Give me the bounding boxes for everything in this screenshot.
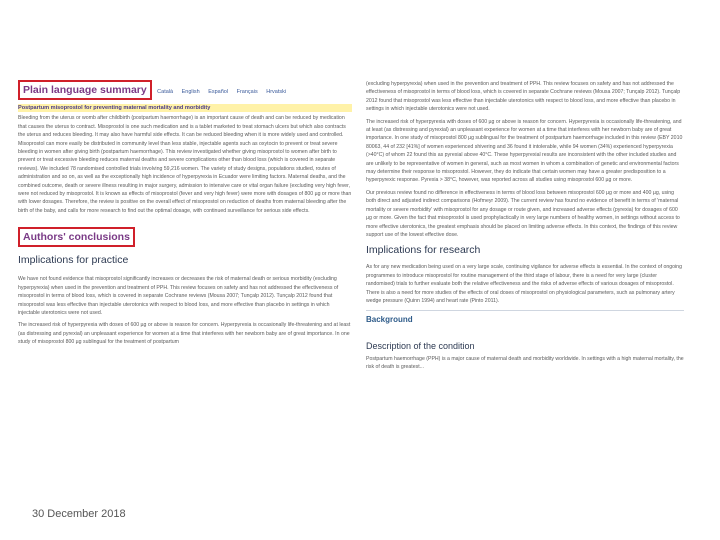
pls-title: Plain language summary xyxy=(23,84,147,96)
language-links xyxy=(157,89,293,95)
authors-title-box xyxy=(18,227,135,247)
authors-header xyxy=(18,227,352,247)
lang-link[interactable]: English xyxy=(181,89,200,95)
right-column xyxy=(366,80,684,371)
pls-subtitle: Postpartum misoprostol for preventing maternal mortality and morbidity xyxy=(18,104,352,112)
pls-title-box xyxy=(18,80,152,100)
lang-link[interactable]: Español xyxy=(208,89,229,95)
background-title: Background xyxy=(366,315,413,325)
lang-link[interactable]: Hrvatski xyxy=(266,89,287,95)
left-column xyxy=(18,80,352,351)
research-title: Implications for research xyxy=(366,244,481,257)
right-paragraph-4: As for any new medication being used on a very large scale, continuing vigilance for adverse effects is essential. In the context of ongoing programmes to introduce misoprostol for routine management of the third stage of labour, there is a need for very large (cluster randomised) trials to further evaluate both the relative effectiveness and the risks of adverse effects of various dosages of misoprostol. There is also a need for more studies of the effects of oral doses of misoprostol on physiological parameters, such as pulmonary artery wedge pressure (Quinn 1994) and heart rate (Pinto 2011). xyxy=(366,264,682,304)
right-paragraph-5: Postpartum haemorrhage (PPH) is a major cause of maternal death and morbidity worldwide. In settings with a high maternal mortality, the risk of death is greatest... xyxy=(366,355,684,371)
practice-title: Implications for practice xyxy=(18,254,129,267)
right-paragraph-1: (excluding hyperpyrexia) when used in the prevention and treatment of PPH. This review focuses on safety and has not addressed the effectiveness of misoprostol in terms of blood loss, which is covered in separate Cochrane reviews (Mousa 2007; Tunçalp 2012). Tunçalp 2012 found that misoprostol was less effective than injectable uterotonics with respect to blood loss, and more effective than placebo in settings in which injectable uterotonics were not used. xyxy=(366,81,681,113)
pls-header xyxy=(18,80,352,100)
lang-link[interactable]: Català xyxy=(157,89,174,95)
divider xyxy=(366,310,684,311)
authors-title: Authors' conclusions xyxy=(23,231,130,244)
right-paragraph-3: Our previous review found no difference in effectiveness in terms of blood loss between misoprostol 600 µg or more and 400 µg, using both direct and adjusted indirect comparisons (Hofmeyr 2009). The current review has found no evidence of benefit in terms of 'maternal mortality or severe morbidity' with misoprostol for any dosage or route given, and increased adverse effects (pyrexia) for dosages of 600 µg or more. Given the fact that misoprostol is used prophylactically in very large numbers of healthy women, in settings without access to more effective uterotonics, the greatest emphasis should be placed on limiting adverse effects. In this context, the findings of this review support use of the lowest effective dose. xyxy=(366,189,680,238)
practice-paragraph-2: The increased risk of hyperpyrexia with doses of 600 µg or above is reason for concern. Hyperpyrexia is occasionally life-threatening and at least (as distressing and pyrexial) an unpleasant experience for women at a time that interferes with her newborn baby are of great importance. In one study of misoprostol 800 µg sublingual for the treatment of postpartum xyxy=(18,322,351,346)
pls-paragraph: Bleeding from the uterus or womb after childbirth (postpartum haemorrhage) is an important cause of death and can be reduced by medication that causes the uterus to contract. Misoprostol is one such medication and is a tablet marketed to treat stomach ulcers but which also contracts the uterus and reduces bleeding. It may also have harmful side effects. It can be reduced bleeding when it is more widely used and controlled. Misoprostol can more easily be distributed in community level than less stable, injectable agents such as oxytocin to prevent or treat severe bleeding in women after giving birth (postpartum haemorrhage). This review investigated whether giving misoprostol to women after birth to prevent or treat excessive bleeding reduces maternal deaths and severe complications other than blood loss (which is covered in separate reviews). We included 78 randomised controlled trials involving 59,216 women. The variety of study designs, populations studied, routes of administration and so on, as well as the exceptionally high incidence of hyperpyrexia in Ecuador were limiting factors. Maternal deaths, and the combined outcome, death or severe illness resulting in major surgery, admission to intensive care or vital organ failure (excluding very high fever, were not reduced by misoprostol. It is known as effects of misoprostol (fever and very high fever) were more with dosages of 800 µg or more than with lower dosages. Therefore, the review is positive on the overall effect of misoprostol on reduction of deaths from maternal bleeding after the birth of the baby, and calls for more research to find out the optimal dosage, with continued surveillance for serious side effects. xyxy=(18,115,352,214)
practice-paragraph-1: We have not found evidence that misoprostol significantly increases or decreases the risk of maternal death or serious morbidity (excluding hyperpyrexia) when used in the prevention and treatment of PPH. This review focuses on safety and has not addressed the effectiveness of misoprostol in terms of blood loss, which is covered in separate Cochrane reviews (Mousa 2007; Tunçalp 2012). Tunçalp 2012 found that misoprostol was less effective than injectable uterotonics with respect to blood loss, and more effective than placebo in settings in which injectable uterotonics were not used. xyxy=(18,276,339,316)
right-paragraph-2: The increased risk of hyperpyrexia with doses of 600 µg or above is reason for concern. Hyperpyrexia is occasionally life-threatening, and at least (as distressing and pyrexial) an unpleasant experience for women at a time that interferes with her newborn baby are of great importance. In one study of misoprostol 800 µg sublingual for the treatment of postpartum haemorrhage included in this review (EBY 2010 80063, 44 of 232 [41%] of women experienced shivering and 36 found it intolerable, while 94 women (34%) experienced hyperpyrexia (>40°C) of whom 22 found this as pyrexial above 40°C. These hyperpyrexial results are inconsistent with the other included studies and are unlikely to be representative of women in general, such as most women in whom a combination of genetic and environmental factors may determine their response to misoprostol. However, they do indicate that certain women may have a greater predisposition to a hyperpyrexic response. Pyrexia > 38°C, however, was reported across all studies using misoprostol 600 µg or more. xyxy=(366,118,683,184)
lang-link[interactable]: Français xyxy=(236,89,258,95)
footer-date: 30 December 2018 xyxy=(32,508,126,520)
condition-title: Description of the condition xyxy=(366,340,475,351)
